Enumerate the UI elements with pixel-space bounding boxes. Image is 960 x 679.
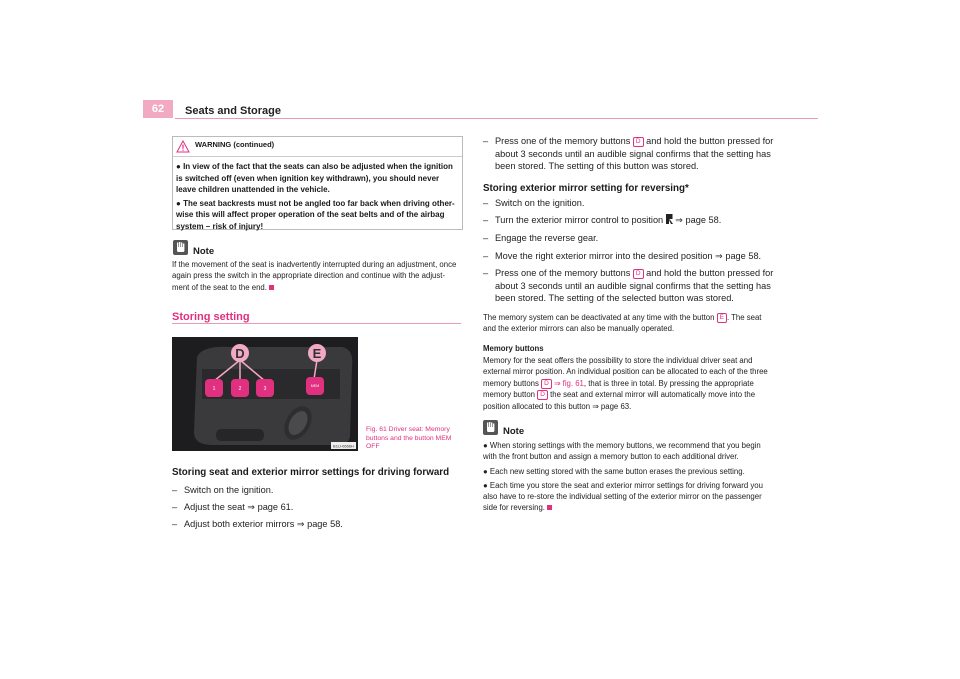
warning-header bbox=[173, 137, 462, 157]
memory-buttons-figure bbox=[172, 337, 358, 451]
button-3-label: 3 bbox=[263, 386, 267, 392]
deactivate-text: The memory system can be deactivated at any time with the button E . The seat and the exterior mirrors can also be manually operated. bbox=[483, 313, 762, 334]
figure-code: B1U-0666H bbox=[333, 443, 354, 449]
tag-e: E bbox=[717, 313, 727, 323]
header-rule bbox=[175, 118, 818, 119]
step-item: – Press one of the memory buttons D and hold the button pressed for about 3 seconds until an audible signal confirms that the setting has been stored. The setting of this button was stored. bbox=[483, 136, 774, 171]
figure-link[interactable]: ⇒ fig. 61 bbox=[553, 378, 584, 388]
note-bullet: ● Each time you store the seat and exterior mirror settings for driving forward you also have to re-store the individual setting of the exterior mirror on the passenger side for reversing. bbox=[483, 481, 763, 513]
note-label: Note bbox=[503, 426, 525, 437]
end-mark-icon bbox=[547, 505, 552, 510]
step-item: – Switch on the ignition. bbox=[172, 485, 274, 495]
step-item: – Switch on the ignition. bbox=[483, 198, 585, 208]
mirror-reverse-icon bbox=[666, 214, 673, 224]
note-hand-icon bbox=[173, 240, 188, 255]
end-mark-icon bbox=[269, 285, 274, 290]
tag-d: D bbox=[537, 390, 548, 400]
tag-d: D bbox=[633, 137, 644, 147]
section-title: Storing setting bbox=[172, 311, 250, 323]
tag-d: D bbox=[633, 269, 644, 279]
warning-box bbox=[172, 136, 463, 230]
note-hand-icon bbox=[483, 420, 498, 435]
section-rule bbox=[172, 323, 461, 324]
page-number: 62 bbox=[143, 100, 173, 118]
mem-button-label: MEM bbox=[310, 384, 320, 388]
button-2-label: 2 bbox=[238, 386, 242, 392]
warning-title: WARNING (continued) bbox=[195, 140, 275, 149]
chapter-title: Seats and Storage bbox=[185, 105, 281, 117]
step-item: – Adjust the seat ⇒ page 61. bbox=[172, 502, 294, 512]
step-item: – Press one of the memory buttons D and hold the button pressed for about 3 seconds until an audible signal confirms that the setting has been stored. The setting of the selected button was stored. bbox=[483, 268, 774, 303]
step-item: – Move the right exterior mirror into the desired position ⇒ page 58. bbox=[483, 251, 762, 261]
reverse-heading: Storing exterior mirror setting for reversing* bbox=[483, 183, 689, 194]
warning-triangle-icon bbox=[176, 140, 190, 153]
memory-text: Memory for the seat offers the possibility to store the individual driver seat and external mirror position. An individual position can be allocated to each of the three memory buttons D ⇒ fig. 61, that is three in total. By pressing the appropriate memory button D the seat and external mirror will automatically move into the position allocated to this button ⇒ page 63. bbox=[483, 356, 768, 411]
forward-heading: Storing seat and exterior mirror settings for driving forward bbox=[172, 467, 450, 478]
note-bullet: ● When storing settings with the memory buttons, we recommend that you begin with the front button and assign a memory button to each additional driver. bbox=[483, 441, 761, 462]
step-item: – Adjust both exterior mirrors ⇒ page 58. bbox=[172, 519, 343, 529]
tag-d: D bbox=[541, 379, 552, 389]
note-text: If the movement of the seat is inadvertently interrupted during an adjustment, once again press the switch in the appropriate direction and continue with the adjust-ment of the seat to the end. bbox=[172, 260, 457, 292]
warning-bullet: ● The seat backrests must not be angled too far back when driving other-wise this will affect proper operation of the seat belts and of the airbag system – risk of injury! bbox=[176, 198, 455, 231]
warning-body bbox=[176, 161, 460, 234]
step-item: – Engage the reverse gear. bbox=[483, 233, 599, 243]
label-d: D bbox=[235, 346, 245, 361]
step-item: – Turn the exterior mirror control to position ⇒ page 58. bbox=[483, 215, 722, 225]
label-e: E bbox=[312, 346, 322, 361]
warning-bullet: ● In view of the fact that the seats can also be adjusted when the ignition is switched off (even when ignition key withdrawn), you should never leave children unattended in the vehicle. bbox=[176, 162, 453, 194]
memory-heading: Memory buttons bbox=[483, 344, 544, 353]
figure-caption: Fig. 61 Driver seat: Memory buttons and the button MEM OFF bbox=[366, 426, 452, 450]
button-1-label: 1 bbox=[212, 386, 216, 392]
note-label: Note bbox=[193, 246, 215, 257]
note-bullet: ● Each new setting stored with the same button erases the previous setting. bbox=[483, 467, 745, 476]
